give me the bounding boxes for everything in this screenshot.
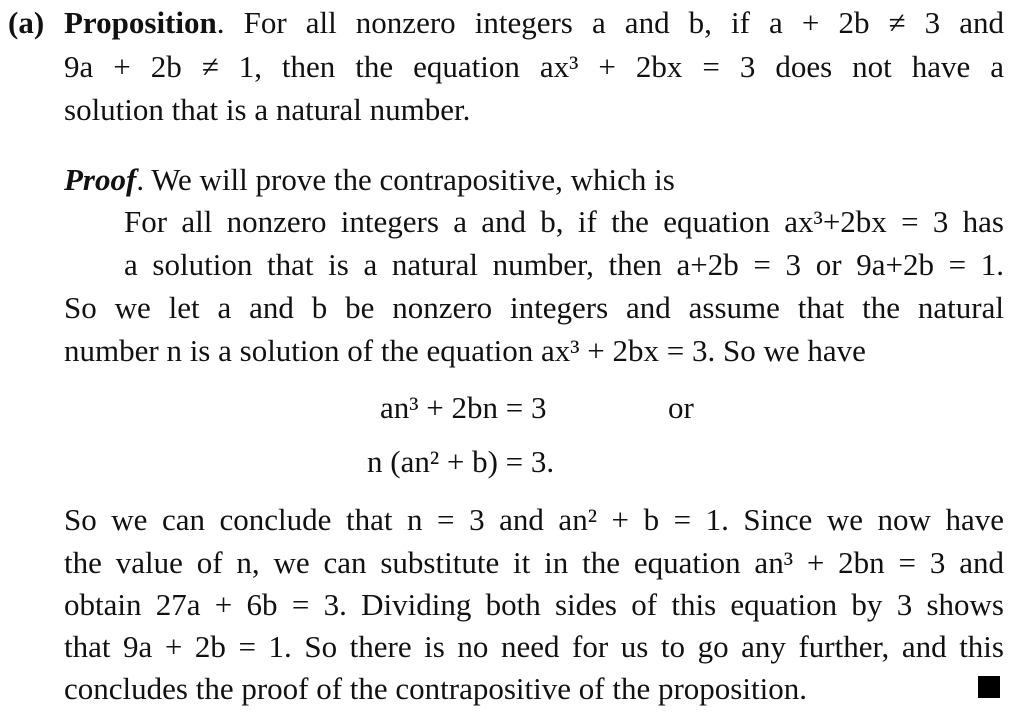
- paragraph-2-line-3: obtain 27a + 6b = 3. Dividing both sides of this equation by 3 shows: [64, 587, 1004, 622]
- paragraph-1-line-1: So we let a and b be nonzero integers and assume that the natural: [64, 290, 1004, 325]
- equation-1-or: or: [668, 390, 694, 425]
- paragraph-2-line-5: concludes the proof of the contrapositive of the proposition.: [64, 671, 807, 706]
- paragraph-2-line-1: So we can conclude that n = 3 and an² + b = 1. Since we now have: [64, 502, 1004, 537]
- proof-intro-text: . We will prove the contrapositive, which is: [136, 162, 675, 197]
- proposition-line-2: 9a + 2b ≠ 1, then the equation ax³ + 2bx = 3 does not have a: [64, 49, 1004, 84]
- equation-2: n (an² + b) = 3.: [367, 444, 555, 479]
- contrapositive-line-2: a solution that is a natural number, then a+2b = 3 or 9a+2b = 1.: [124, 247, 1004, 282]
- contrapositive-line-1: For all nonzero integers a and b, if the equation ax³+2bx = 3 has: [124, 204, 1004, 239]
- paragraph-1-line-2: number n is a solution of the equation ax³ + 2bx = 3. So we have: [64, 333, 866, 368]
- paragraph-2-line-4: that 9a + 2b = 1. So there is no need for us to go any further, and this: [64, 629, 1004, 664]
- qed-square-icon: [978, 676, 1000, 698]
- proof-heading: Proof: [64, 162, 137, 197]
- proposition-line-3: solution that is a natural number.: [64, 92, 471, 127]
- proof-intro-line: [64, 160, 1004, 200]
- proposition-text-1: . For all nonzero integers a and b, if a + 2b ≠ 3 and: [216, 5, 1004, 40]
- paragraph-2-line-2: the value of n, we can substitute it in the equation an³ + 2bn = 3 and: [64, 545, 1004, 580]
- part-label: (a): [8, 5, 45, 40]
- proposition-line-1: [64, 3, 1004, 43]
- proposition-heading: Proposition: [64, 5, 217, 40]
- equation-1: an³ + 2bn = 3: [380, 390, 547, 425]
